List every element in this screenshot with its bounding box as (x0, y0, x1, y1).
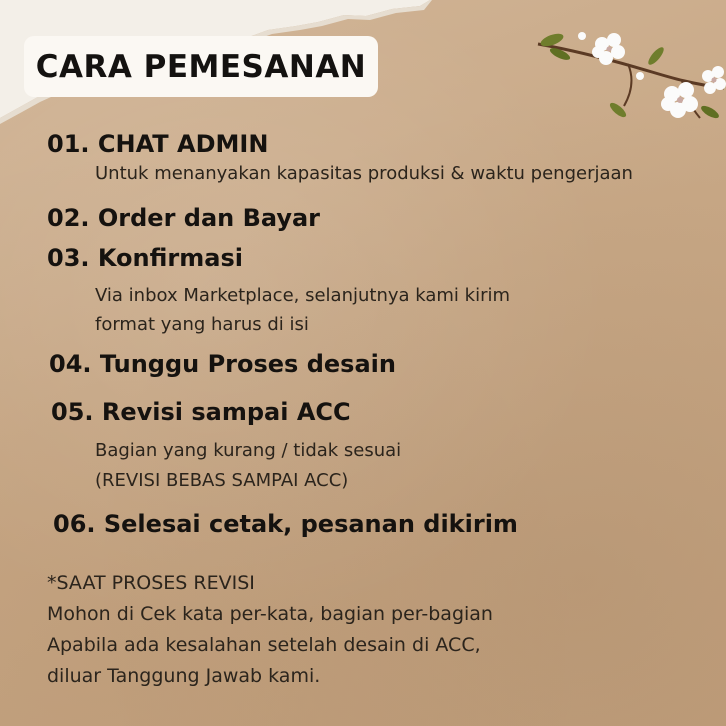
note-line-1: Mohon di Cek kata per-kata, bagian per-bagian (47, 603, 493, 625)
step-3-desc-line-2: format yang harus di isi (95, 314, 309, 335)
step-5-title: 05. Revisi sampai ACC (51, 398, 351, 426)
note-line-2: Apabila ada kesalahan setelah desain di ACC, (47, 634, 481, 656)
cherry-blossom-branch-icon (532, 14, 726, 134)
step-2-title: 02. Order dan Bayar (47, 204, 320, 232)
step-1-desc: Untuk menanyakan kapasitas produksi & waktu pengerjaan (95, 163, 633, 184)
note-heading: *SAAT PROSES REVISI (47, 572, 255, 594)
step-3-desc-line-1: Via inbox Marketplace, selanjutnya kami kirim (95, 285, 511, 306)
note-line-3: diluar Tanggung Jawab kami. (47, 665, 321, 687)
title-box (24, 36, 378, 97)
step-4-title: 04. Tunggu Proses desain (49, 350, 396, 378)
step-5-desc-line-2: (REVISI BEBAS SAMPAI ACC) (95, 470, 349, 491)
step-6-title: 06. Selesai cetak, pesanan dikirim (53, 510, 518, 538)
step-3-title: 03. Konfirmasi (47, 244, 243, 272)
step-5-desc-line-1: Bagian yang kurang / tidak sesuai (95, 440, 402, 461)
step-1-title: 01. CHAT ADMIN (47, 130, 269, 158)
page-title: CARA PEMESANAN (35, 48, 367, 85)
